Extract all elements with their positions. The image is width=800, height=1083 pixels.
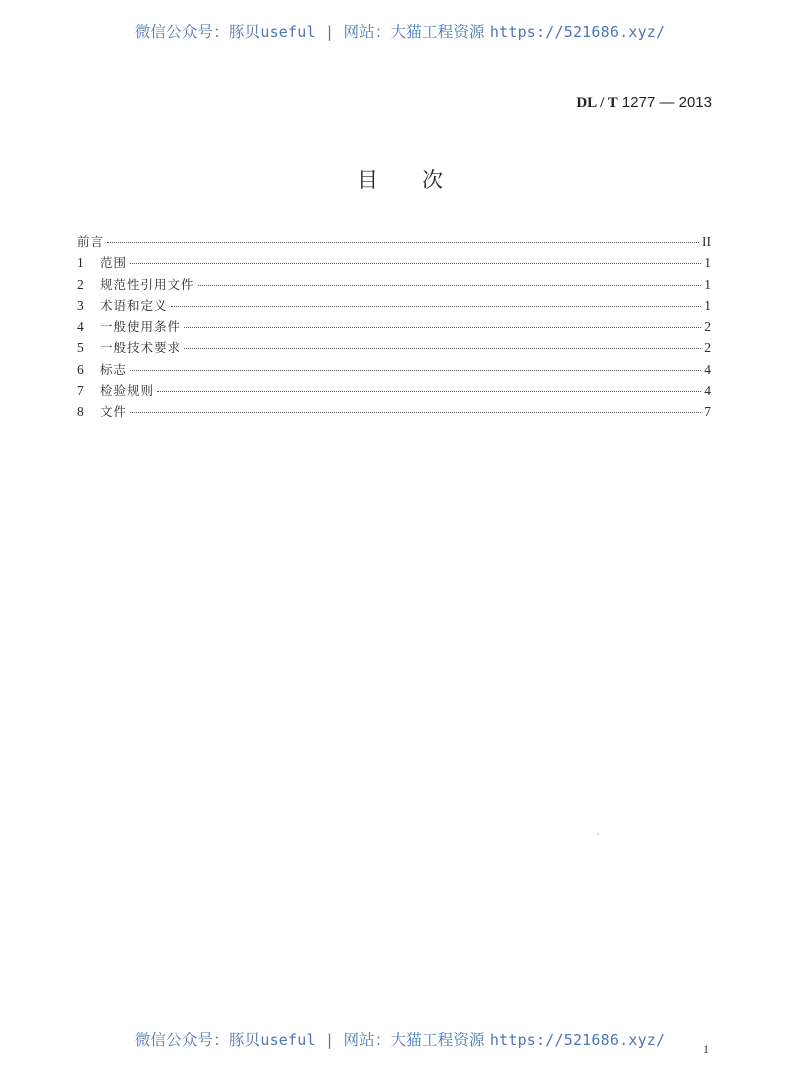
page-number: 1 [703, 1042, 709, 1056]
dot-leader [184, 327, 701, 328]
toc-entry-7[interactable] [77, 381, 711, 402]
toc-title-char-1: 目 [357, 168, 378, 192]
watermark-prefix: 微信公众号：豚贝 [134, 1031, 261, 1049]
toc-entry-label: 标志 [100, 361, 128, 377]
toc-entry-label: 一般技术要求 [100, 340, 182, 356]
watermark-separator: | [315, 1031, 344, 1049]
dot-leader [171, 306, 702, 307]
toc-entry-4[interactable] [77, 317, 711, 338]
watermark-url[interactable]: https://521686.xyz/ [489, 1031, 666, 1049]
standard-prefix: DL / T [576, 95, 618, 111]
toc-entry-label: 规范性引用文件 [100, 276, 195, 292]
dot-leader [107, 242, 699, 243]
table-of-contents [77, 232, 711, 424]
scan-speck [597, 833, 599, 835]
toc-entry-8[interactable] [77, 402, 711, 423]
toc-entry-page: II [702, 234, 711, 249]
dot-leader [198, 285, 702, 286]
toc-entry-number: 8 [77, 404, 84, 420]
watermark-account: useful [260, 23, 316, 41]
toc-entry-number: 6 [77, 361, 84, 377]
toc-entry-page: 1 [704, 276, 711, 292]
dot-leader [130, 370, 701, 371]
watermark-site-label: 网站：大猫工程资源 [343, 23, 490, 41]
toc-entry-number: 5 [77, 340, 84, 356]
toc-entry-page: 4 [704, 383, 711, 399]
toc-entry-1[interactable] [77, 253, 711, 274]
dot-leader [130, 263, 701, 264]
toc-entry-number: 3 [77, 297, 84, 313]
toc-entry-2[interactable] [77, 275, 711, 296]
toc-entry-page: 2 [704, 340, 711, 356]
toc-entry-page: 1 [704, 297, 711, 313]
dot-leader [157, 391, 701, 392]
toc-entry-3[interactable] [77, 296, 711, 317]
toc-entry-label: 前言 [77, 234, 105, 249]
toc-entry-label: 一般使用条件 [100, 319, 182, 335]
standard-code [576, 94, 712, 112]
toc-entry-number: 4 [77, 319, 84, 335]
watermark-site-label: 网站：大猫工程资源 [343, 1031, 490, 1049]
toc-entry-number: 2 [77, 276, 84, 292]
watermark-url[interactable]: https://521686.xyz/ [489, 23, 666, 41]
watermark-prefix: 微信公众号：豚贝 [134, 23, 261, 41]
dot-leader [130, 412, 701, 413]
toc-title-char-2: 次 [422, 168, 443, 192]
watermark-bottom [0, 1028, 800, 1050]
toc-entry-label: 术语和定义 [100, 297, 168, 313]
watermark-account: useful [260, 1031, 316, 1049]
toc-entry-preface[interactable] [77, 232, 711, 253]
toc-entry-page: 7 [704, 404, 711, 420]
toc-entry-label: 范围 [100, 255, 128, 271]
toc-entry-number: 1 [77, 255, 84, 271]
toc-entry-page: 1 [704, 255, 711, 271]
watermark-separator: | [315, 23, 344, 41]
toc-entry-label: 文件 [100, 404, 128, 420]
dot-leader [184, 348, 701, 349]
toc-entry-number: 7 [77, 383, 84, 399]
toc-entry-6[interactable] [77, 360, 711, 381]
toc-entry-page: 4 [704, 361, 711, 377]
toc-entry-label: 检验规则 [100, 383, 155, 399]
standard-number: 1277 — 2013 [621, 94, 712, 111]
toc-entry-page: 2 [704, 319, 711, 335]
toc-entry-5[interactable] [77, 338, 711, 359]
watermark-top [0, 20, 800, 42]
toc-title [0, 164, 800, 194]
